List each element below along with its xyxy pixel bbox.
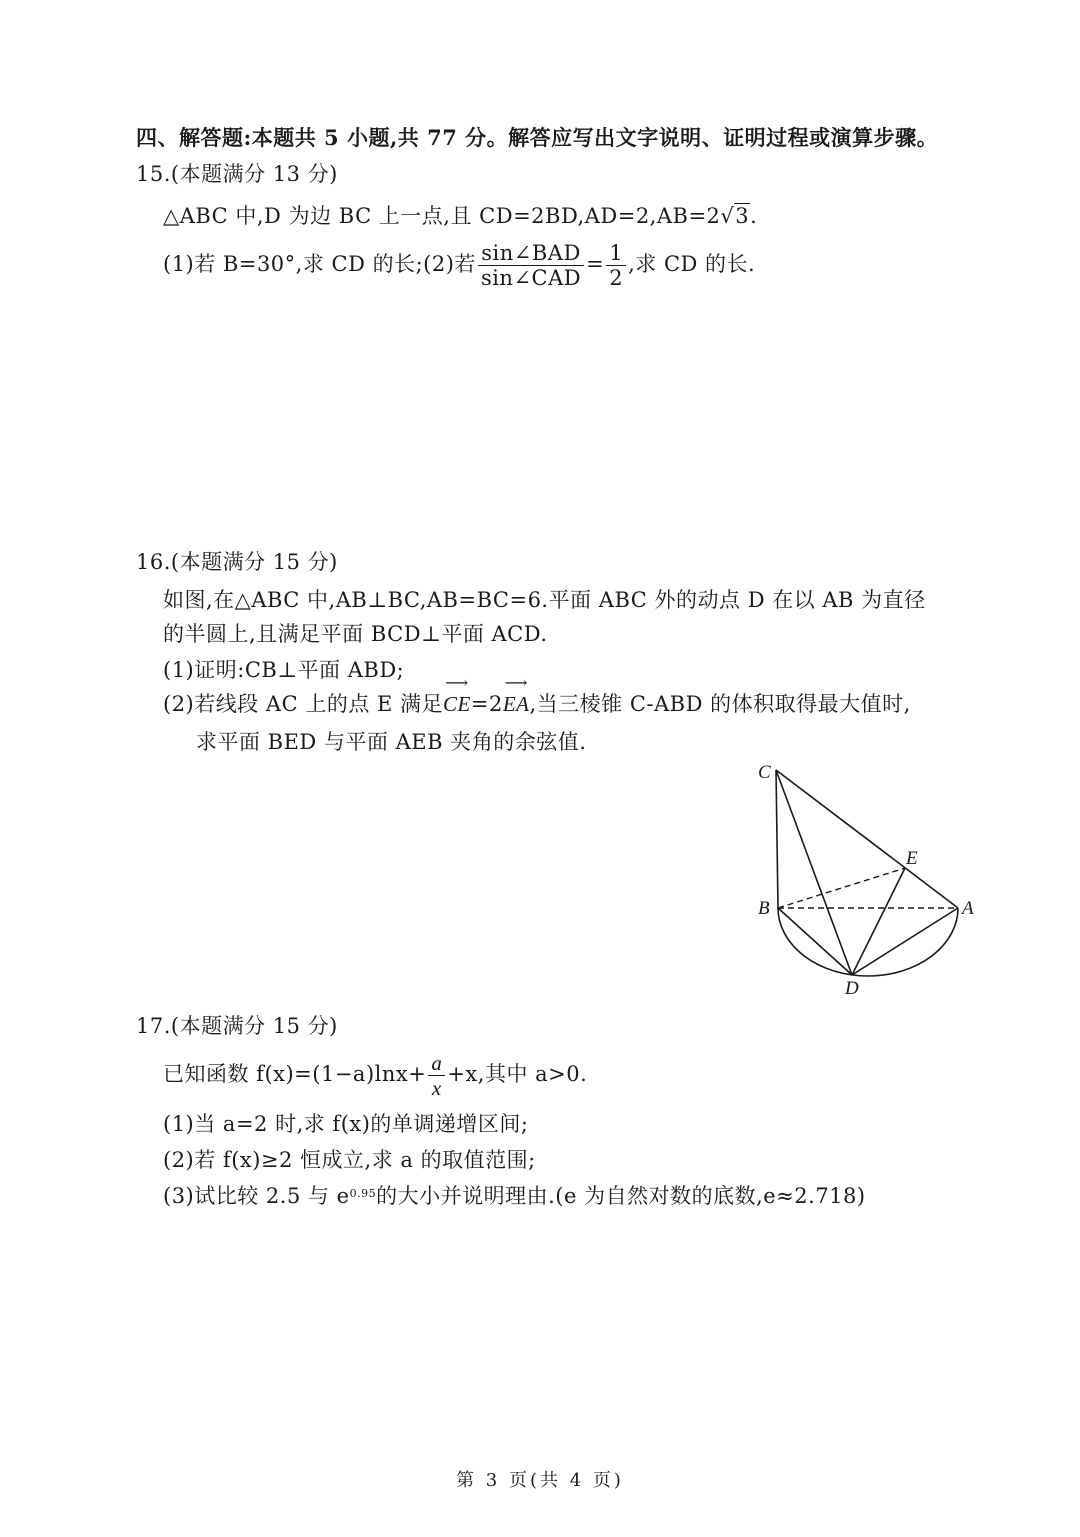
edge-cd [776, 770, 852, 975]
q17-part3-post: 的大小并说明理由.(e 为自然对数的底数,e≈2.718) [376, 1184, 866, 1208]
edge-cb [776, 770, 778, 908]
q16-line2: 的半圆上,且满足平面 BCD⊥平面 ACD. [163, 622, 548, 646]
q15-stem-text: △ABC 中,D 为边 BC 上一点,且 CD=2BD,AD=2,AB=2 [163, 204, 721, 228]
q15-sqrt-radicand: 3 [735, 204, 750, 228]
q17-fraction [428, 1051, 445, 1100]
q15-frac-num: sin∠BAD [478, 241, 584, 266]
q15-stem [163, 202, 757, 230]
sqrt-symbol: √3 [720, 204, 750, 228]
vertex-b: B [758, 898, 770, 919]
page-footer: 第 3 页(共 4 页) [456, 1470, 624, 1491]
q17-part3-pre: (3)试比较 2.5 与 e [163, 1184, 350, 1208]
q15-stem-end: . [750, 204, 758, 228]
q15-parts [163, 240, 755, 290]
q15-equals: = [586, 252, 605, 276]
vertex-c: C [758, 762, 771, 783]
q16-part2-pre: (2)若线段 AC 上的点 E 满足 [163, 692, 444, 716]
vertex-a: A [962, 898, 974, 919]
vector-arrow-icon: ⟶ [445, 673, 469, 692]
q17-title: 17.(本题满分 15 分) [136, 1014, 338, 1038]
q15-half-den: 2 [609, 266, 624, 290]
q16-part2 [163, 673, 911, 718]
q16-vec-mid: =2 [470, 692, 503, 716]
vertex-e: E [906, 848, 918, 869]
edge-be-dashed [778, 868, 905, 908]
q15-part2-tail: ,求 CD 的长. [628, 252, 756, 276]
vector-ce-label: CE [443, 692, 471, 716]
edge-ca [776, 770, 958, 908]
vector-arrow-icon: ⟶ [504, 673, 528, 692]
q16-line1: 如图,在△ABC 中,AB⊥BC,AB=BC=6.平面 ABC 外的动点 D 在以 AB 为直径 [163, 588, 926, 612]
q15-part1: (1)若 B=30°,求 CD 的长;(2)若 [163, 252, 476, 276]
q17-frac-num: a [428, 1051, 445, 1076]
q17-stem-post: +x,其中 a>0. [447, 1062, 588, 1086]
q17-exponent: 0.95 [349, 1187, 377, 1200]
section-header: 四、解答题:本题共 5 小题,共 77 分。解答应写出文字说明、证明过程或演算步骤。 [136, 125, 939, 150]
geometry-figure [740, 756, 990, 1001]
q17-stem-pre: 已知函数 f(x)=(1−a)lnx+ [163, 1062, 427, 1086]
q15-frac-den: sin∠CAD [480, 266, 582, 290]
q15-title: 15.(本题满分 13 分) [136, 162, 338, 186]
q17-stem [163, 1050, 587, 1100]
q17-frac-den: x [431, 1076, 442, 1100]
q17-part1: (1)当 a=2 时,求 f(x)的单调递增区间; [163, 1112, 529, 1136]
q16-part2-post: ,当三棱锥 C-ABD 的体积取得最大值时, [529, 692, 911, 716]
vertex-d: D [845, 978, 859, 999]
q16-title: 16.(本题满分 15 分) [136, 550, 338, 574]
q16-part1: (1)证明:CB⊥平面 ABD; [163, 658, 405, 682]
q15-sine-ratio [478, 241, 584, 290]
vector-ea [502, 673, 530, 718]
q15-half [606, 241, 626, 290]
vector-ea-label: EA [502, 692, 530, 716]
q17-part2: (2)若 f(x)≥2 恒成立,求 a 的取值范围; [163, 1148, 536, 1172]
q17-part3 [163, 1182, 866, 1210]
vector-ce [443, 673, 471, 718]
q15-half-num: 1 [606, 241, 626, 266]
q16-part2-line2: 求平面 BED 与平面 AEB 夹角的余弦值. [196, 730, 587, 754]
